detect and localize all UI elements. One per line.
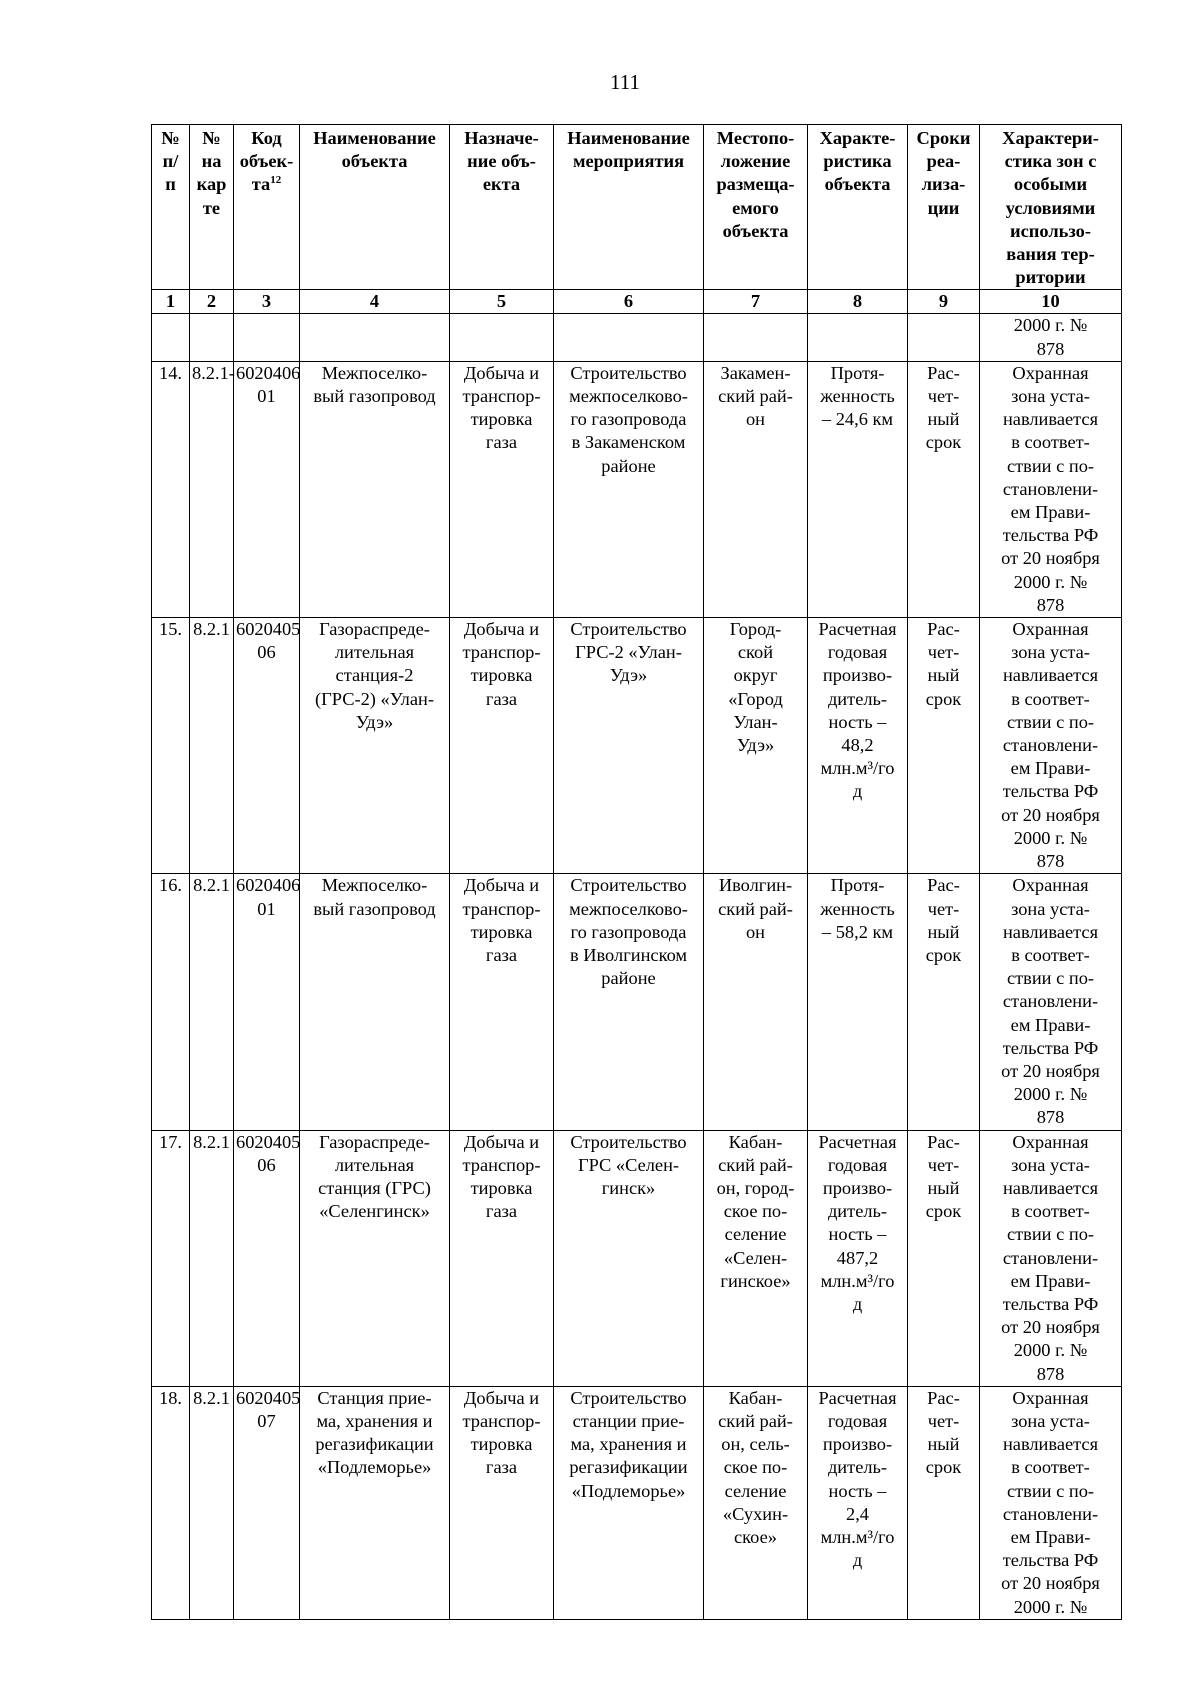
column-number: 6: [554, 290, 704, 314]
object-name-cell: Газораспреде- лительная станция (ГРС) «Селенгинск»: [300, 1130, 450, 1386]
zone-characteristics-cell: Охранная зона уста- навливается в соответ- ствии с по- становлени- ем Прави- тельства РФ от 20 ноября 2000 г. №: [980, 1386, 1122, 1619]
measure-name-cell: Строительство межпоселково- го газопровода в Иволгинском районе: [554, 874, 704, 1130]
header-cell: Наименование объекта: [300, 125, 450, 290]
zone-characteristics-cell: Охранная зона уста- навливается в соответ- ствии с по- становлени- ем Прави- тельства РФ от 20 ноября 2000 г. № 878: [980, 1130, 1122, 1386]
header-cell: Характе- ристика объекта: [808, 125, 908, 290]
implementation-term-cell: Рас- чет- ный срок: [908, 1386, 980, 1619]
object-characteristics-cell: Расчетная годовая произво- дитель- ность – 2,4 млн.м³/го д: [808, 1386, 908, 1619]
table-cell: 2000 г. № 878: [980, 314, 1122, 361]
column-number: 7: [704, 290, 808, 314]
planned-objects-table: [151, 124, 1122, 1620]
table-row: [152, 1386, 1122, 1619]
map-number-cell: 8.2.1: [190, 618, 234, 874]
table-cell: [808, 314, 908, 361]
implementation-term-cell: Рас- чет- ный срок: [908, 874, 980, 1130]
object-location-cell: Иволгин- ский рай- он: [704, 874, 808, 1130]
measure-name-cell: Строительство межпоселково- го газопровода в Закаменском районе: [554, 361, 704, 617]
header-cell: Назначе- ние объ- екта: [450, 125, 554, 290]
table-cell: [190, 314, 234, 361]
object-characteristics-cell: Протя- женность – 58,2 км: [808, 874, 908, 1130]
object-purpose-cell: Добыча и транспор- тировка газа: [450, 1130, 554, 1386]
column-number: 10: [980, 290, 1122, 314]
object-name-cell: Станция прие- ма, хранения и регазификации «Подлеморье»: [300, 1386, 450, 1619]
header-cell: № п/ п: [152, 125, 190, 290]
row-number-cell: 17.: [152, 1130, 190, 1386]
header-cell: № на кар те: [190, 125, 234, 290]
object-purpose-cell: Добыча и транспор- тировка газа: [450, 874, 554, 1130]
row-number-cell: 16.: [152, 874, 190, 1130]
object-code-cell: 6020405 06: [234, 1130, 300, 1386]
header-cell: Местопо- ложение размеща- емого объекта: [704, 125, 808, 290]
zone-characteristics-cell: Охранная зона уста- навливается в соответ- ствии с по- становлени- ем Прави- тельства РФ от 20 ноября 2000 г. № 878: [980, 361, 1122, 617]
object-location-cell: Кабан- ский рай- он, город- ское по- селение «Селен- гинское»: [704, 1130, 808, 1386]
object-name-cell: Межпоселко- вый газопровод: [300, 361, 450, 617]
column-number: 9: [908, 290, 980, 314]
row-number-cell: 14.: [152, 361, 190, 617]
object-code-cell: 6020405 06: [234, 618, 300, 874]
zone-characteristics-cell: Охранная зона уста- навливается в соответ- ствии с по- становлени- ем Прави- тельства РФ от 20 ноября 2000 г. № 878: [980, 618, 1122, 874]
object-code-cell: 6020406 01: [234, 874, 300, 1130]
implementation-term-cell: Рас- чет- ный срок: [908, 618, 980, 874]
header-cell: Сроки реа- лиза- ции: [908, 125, 980, 290]
map-number-cell: 8.2.1-: [190, 361, 234, 617]
map-number-cell: 8.2.1: [190, 874, 234, 1130]
table-row: [152, 618, 1122, 874]
column-number: 3: [234, 290, 300, 314]
row-number-cell: 15.: [152, 618, 190, 874]
column-number: 2: [190, 290, 234, 314]
row-number-cell: 18.: [152, 1386, 190, 1619]
table-cell: [234, 314, 300, 361]
table-row: [152, 874, 1122, 1130]
table-cell: [300, 314, 450, 361]
object-characteristics-cell: Расчетная годовая произво- дитель- ность – 48,2 млн.м³/го д: [808, 618, 908, 874]
column-number: 4: [300, 290, 450, 314]
map-number-cell: 8.2.1: [190, 1386, 234, 1619]
measure-name-cell: Строительство ГРС «Селен- гинск»: [554, 1130, 704, 1386]
implementation-term-cell: Рас- чет- ный срок: [908, 1130, 980, 1386]
column-number: 8: [808, 290, 908, 314]
object-characteristics-cell: Расчетная годовая произво- дитель- ность – 487,2 млн.м³/го д: [808, 1130, 908, 1386]
continuation-row: [152, 314, 1122, 361]
object-characteristics-cell: Протя- женность – 24,6 км: [808, 361, 908, 617]
column-number: 5: [450, 290, 554, 314]
object-location-cell: Кабан- ский рай- он, сель- ское по- селение «Сухин- ское»: [704, 1386, 808, 1619]
measure-name-cell: Строительство станции прие- ма, хранения и регазификации «Подлеморье»: [554, 1386, 704, 1619]
table-cell: [554, 314, 704, 361]
column-number-row: [152, 290, 1122, 314]
column-number: 1: [152, 290, 190, 314]
header-cell: Код объек- $та^{12}$: [234, 125, 300, 290]
object-purpose-cell: Добыча и транспор- тировка газа: [450, 1386, 554, 1619]
object-code-cell: 6020406 01: [234, 361, 300, 617]
table-cell: [152, 314, 190, 361]
measure-name-cell: Строительство ГРС-2 «Улан- Удэ»: [554, 618, 704, 874]
page-number: 111: [610, 70, 640, 94]
object-name-cell: Газораспреде- лительная станция-2 (ГРС-2) «Улан- Удэ»: [300, 618, 450, 874]
table-row: [152, 1130, 1122, 1386]
map-number-cell: 8.2.1: [190, 1130, 234, 1386]
footnote-marker: 12: [270, 174, 282, 187]
table-row: [152, 361, 1122, 617]
header-cell: Наименование мероприятия: [554, 125, 704, 290]
table-cell: [908, 314, 980, 361]
object-code-cell: 6020405 07: [234, 1386, 300, 1619]
table-cell: [704, 314, 808, 361]
zone-characteristics-cell: Охранная зона уста- навливается в соответ- ствии с по- становлени- ем Прави- тельства РФ от 20 ноября 2000 г. № 878: [980, 874, 1122, 1130]
object-location-cell: Закамен- ский рай- он: [704, 361, 808, 617]
header-row: [152, 125, 1122, 290]
object-purpose-cell: Добыча и транспор- тировка газа: [450, 618, 554, 874]
header-cell: Характери- стика зон с особыми условиями использо- вания тер- ритории: [980, 125, 1122, 290]
object-location-cell: Город- ской округ «Город Улан- Удэ»: [704, 618, 808, 874]
implementation-term-cell: Рас- чет- ный срок: [908, 361, 980, 617]
object-purpose-cell: Добыча и транспор- тировка газа: [450, 361, 554, 617]
object-name-cell: Межпоселко- вый газопровод: [300, 874, 450, 1130]
table-cell: [450, 314, 554, 361]
